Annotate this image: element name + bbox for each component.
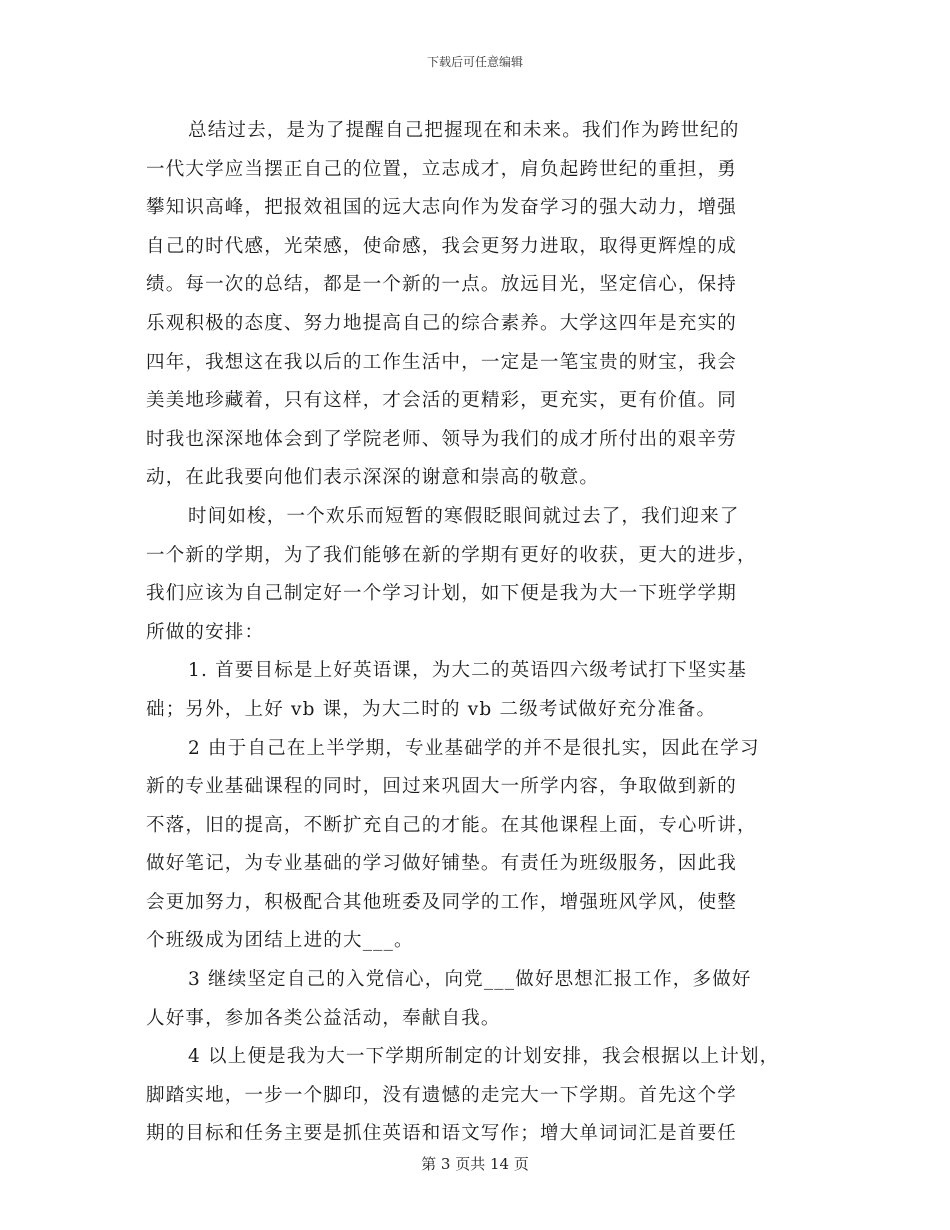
text-line: 四年，我想这在我以后的工作生活中，一定是一笔宝贵的财宝，我会	[146, 351, 738, 373]
text-line: 我们应该为自己制定好一个学习计划，如下便是我为大一下班学学期	[146, 583, 738, 605]
text-line: 美美地珍藏着，只有这样，才会活的更精彩，更充实，更有价值。同	[146, 390, 738, 412]
text-line: 脚踏实地，一步一个脚印，没有遗憾的走完大一下学期。首先这个学	[146, 1084, 738, 1106]
document-body	[146, 112, 826, 1154]
text-line: 时我也深深地体会到了学院老师、领导为我们的成才所付出的艰辛劳	[146, 428, 738, 450]
text-line: 1. 首要目标是上好英语课，为大二的英语四六级考试打下坚实基	[188, 660, 748, 682]
text-line: 所做的安排：	[146, 621, 265, 643]
text-line: 3 继续坚定自己的入党信心，向党___做好思想汇报工作，多做好	[188, 969, 752, 991]
text-line: 个班级成为团结上进的大___。	[146, 930, 414, 952]
text-line: 新的专业基础课程的同时，回过来巩固大一所学内容，争取做到新的	[146, 776, 738, 798]
text-line: 一个新的学期，为了我们能够在新的学期有更好的收获，更大的进步，	[146, 544, 757, 566]
page-header: 下载后可任意编辑	[426, 55, 523, 69]
text-line: 做好笔记，为专业基础的学习做好铺垫。有责任为班级服务，因此我	[146, 853, 738, 875]
text-line: 4 以上便是我为大一下学期所制定的计划安排，我会根据以上计划，	[188, 1046, 780, 1068]
text-line: 人好事，参加各类公益活动，奉献自我。	[146, 1007, 501, 1029]
text-line: 时间如梭，一个欢乐而短暂的寒假眨眼间就过去了，我们迎来了	[188, 505, 740, 527]
text-line: 动，在此我要向他们表示深深的谢意和崇高的敬意。	[146, 467, 600, 489]
text-line: 一代大学应当摆正自己的位置，立志成才，肩负起跨世纪的重担，勇	[146, 158, 738, 180]
text-line: 会更加努力，积极配合其他班委及同学的工作，增强班风学风，使整	[146, 891, 738, 913]
text-line: 不落，旧的提高，不断扩充自己的才能。在其他课程上面，专心听讲，	[146, 814, 757, 836]
text-line: 绩。每一次的总结，都是一个新的一点。放远目光，坚定信心，保持	[146, 274, 738, 296]
text-line: 攀知识高峰，把报效祖国的远大志向作为发奋学习的强大动力，增强	[146, 197, 738, 219]
text-line: 础；另外，上好 vb 课，为大二时的 vb 二级考试做好充分准备。	[146, 698, 717, 720]
text-line: 2 由于自己在上半学期，专业基础学的并不是很扎实，因此在学习	[188, 737, 760, 759]
text-line: 期的目标和任务主要是抓住英语和语文写作；增大单词词汇是首要任	[146, 1123, 738, 1145]
page-footer: 第 3 页共 14 页	[421, 1155, 529, 1173]
text-line: 总结过去，是为了提醒自己把握现在和未来。我们作为跨世纪的	[188, 120, 740, 141]
text-line: 自己的时代感，光荣感，使命感，我会更努力进取，取得更辉煌的成	[146, 235, 738, 257]
text-line: 乐观积极的态度、努力地提高自己的综合素养。大学这四年是充实的	[146, 312, 738, 334]
